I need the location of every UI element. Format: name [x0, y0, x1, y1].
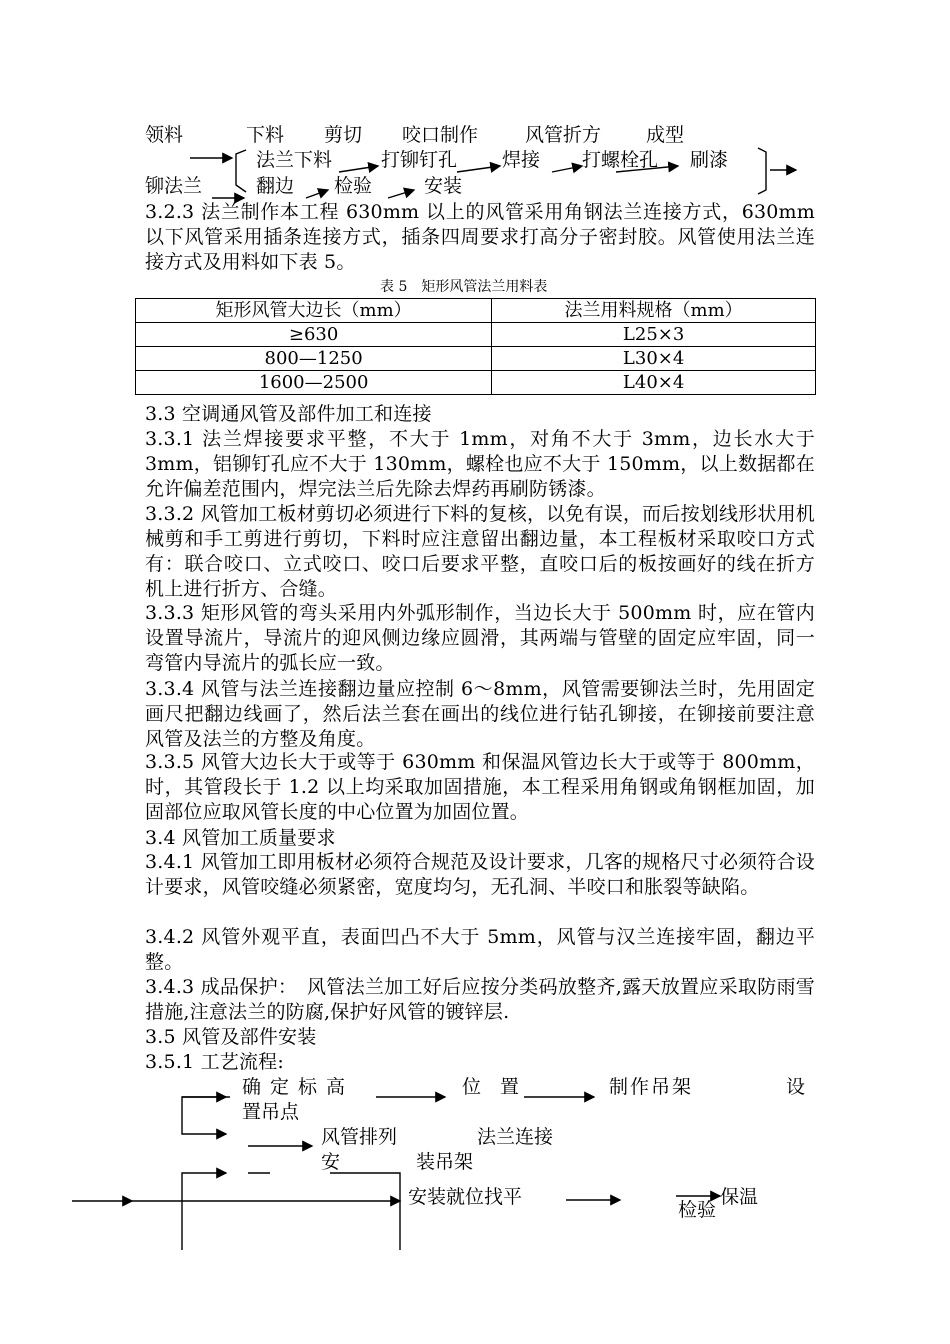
table-row [136, 347, 816, 371]
table-header-row [136, 299, 816, 323]
table-header-cell: 法兰用料规格（mm） [492, 299, 816, 323]
flow1-label-maofalan: 铆法兰 [145, 175, 203, 197]
flow2-flange-connection: 法兰连接 [477, 1126, 554, 1148]
flow1-step-yaokou: 咬口制作 [402, 124, 479, 146]
flow1-step-falan-xialiao: 法兰下料 [256, 149, 333, 171]
table-cell: L40×4 [492, 371, 816, 395]
table-cell: L25×3 [492, 323, 816, 347]
flow1-step-hanjie: 焊接 [502, 149, 541, 171]
paragraph-3-2-3: 3.2.3 法兰制作本工程 630mm 以上的风管采用角钢法兰连接方式，630mm 以下风管采用插条连接方式，插条四周要求打高分子密封胶。风管使用法兰连接方式及用料如下表 5。 [145, 201, 815, 273]
table-row [136, 371, 816, 395]
table-row [136, 323, 816, 347]
flow2-insulation: 保温 [720, 1186, 759, 1208]
flow1-step-shuaqi: 刷漆 [690, 149, 729, 171]
flow2-arrange-ducts: 风管排列 [321, 1126, 398, 1148]
paragraph-3-3-4: 3.3.4 风管与法兰连接翻边量应控制 6～8mm，风管需要铆法兰时，先用固定画尺把翻边线画了，然后法兰套在画出的线位进行钻孔铆接，在铆接前要注意风管及法兰的方整及角度。 [145, 678, 815, 750]
flow2-confirm-elevation: 确定标高 [242, 1076, 355, 1098]
table-cell: 800—1250 [136, 347, 492, 371]
flow2-set: 设 [786, 1076, 806, 1098]
heading-3-5: 3.5 风管及部件安装 [145, 1026, 317, 1048]
flow2-install-1: 安 [321, 1151, 341, 1173]
flow1-step-jianqie: 剪切 [324, 124, 363, 146]
flow2-install-hanger: 装吊架 [416, 1151, 474, 1173]
flow1-step-luoshuan: 打螺栓孔 [582, 149, 659, 171]
heading-3-5-1: 3.5.1 工艺流程: [145, 1051, 284, 1073]
flow1-step-lingliao: 领料 [145, 124, 184, 146]
heading-3-3: 3.3 空调通风管及部件加工和连接 [145, 403, 432, 425]
flow1-step-jianyan: 检验 [334, 175, 373, 197]
paragraph-3-4-1: 3.4.1 风管加工即用板材必须符合规范及设计要求，几客的规格尺寸必须符合设计要求，风管咬缝必须紧密，宽度均匀，无孔洞、半咬口和胀裂等缺陷。 [145, 851, 815, 898]
flow1-step-maoding: 打铆钉孔 [381, 149, 458, 171]
table-cell: ≥630 [136, 323, 492, 347]
table-header-cell: 矩形风管大边长（mm） [136, 299, 492, 323]
flow2-install-level: 安装就位找平 [408, 1186, 523, 1208]
flow2-set-points: 置吊点 [242, 1101, 300, 1123]
flow1-step-chengxing: 成型 [646, 124, 685, 146]
paragraph-3-3-5: 3.3.5 风管大边长大于或等于 630mm 和保温风管边长大于或等于 800mm，时，其管段长于 1.2 以上均采取加固措施，本工程采用角钢或角钢框加固，加固部位应取风管长度的中心位置为加固位置。 [145, 751, 815, 823]
table-cell: L30×4 [492, 347, 816, 371]
flow1-step-fanbian: 翻边 [256, 175, 295, 197]
flow2-make-hanger: 制作吊架 [609, 1076, 694, 1098]
flow2-inspection: 检验 [678, 1199, 717, 1221]
table-cell: 1600—2500 [136, 371, 492, 395]
paragraph-3-3-3: 3.3.3 矩形风管的弯头采用内外弧形制作，当边长大于 500mm 时，应在管内设置导流片，导流片的迎风侧边缘应圆滑，其两端与管壁的固定应牢固，同一弯管内导流片的弧长应一致。 [145, 602, 815, 674]
flow1-step-zhefang: 风管折方 [525, 124, 602, 146]
flow1-step-xialiao: 下料 [246, 124, 285, 146]
flow1-step-anzhuang: 安装 [424, 175, 463, 197]
flange-material-table [135, 298, 816, 395]
paragraph-3-3-1: 3.3.1 法兰焊接要求平整，不大于 1mm，对角不大于 3mm，边长水大于 3mm，铝铆钉孔应不大于 130mm，螺栓也应不大于 150mm，以上数据都在允许偏差范围内，焊完法兰后先除去焊药再刷防锈漆。 [145, 428, 815, 500]
paragraph-3-4-3: 3.4.3 成品保护： 风管法兰加工好后应按分类码放整齐,露天放置应采取防雨雪措施,注意法兰的防腐,保护好风管的镀锌层. [145, 976, 815, 1023]
flow2-position: 位 置 [462, 1076, 520, 1098]
heading-3-4: 3.4 风管加工质量要求 [145, 827, 336, 849]
paragraph-3-4-2: 3.4.2 风管外观平直，表面凹凸不大于 5mm，风管与汉兰连接牢固，翻边平整。 [145, 926, 815, 973]
table-caption: 表 5 矩形风管法兰用料表 [380, 279, 548, 295]
paragraph-3-3-2: 3.3.2 风管加工板材剪切必须进行下料的复核，以免有误，而后按划线形状用机械剪和手工剪进行剪切，下料时应注意留出翻边量，本工程板材采取咬口方式有：联合咬口、立式咬口、咬口后要求平整，直咬口后的板按画好的线在折方机上进行折方、合缝。 [145, 503, 815, 600]
